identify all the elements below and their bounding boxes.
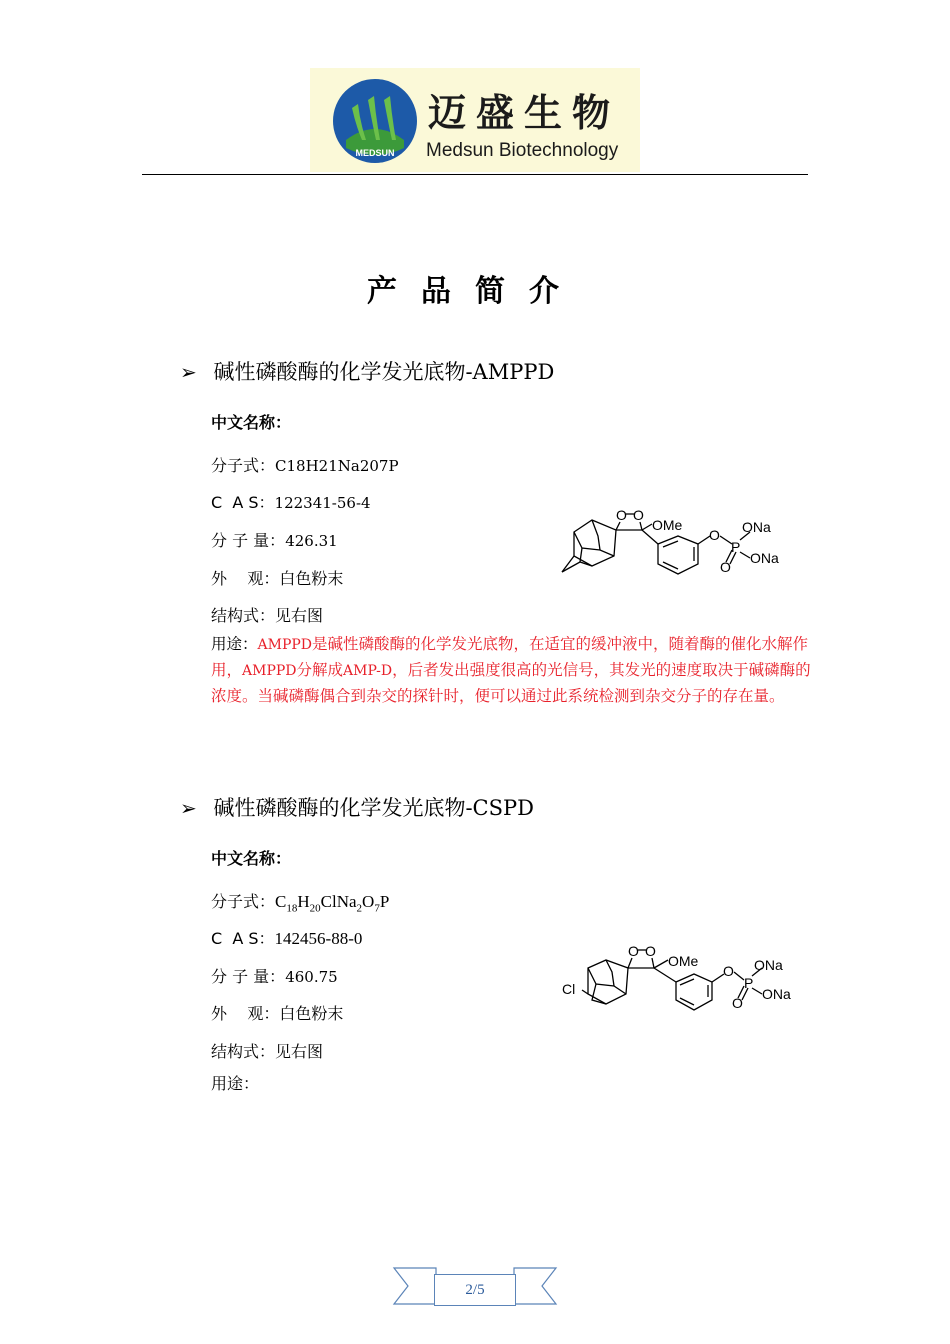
page-title: 产品简介 (367, 274, 583, 309)
usage-text-run: AMPPD (257, 637, 313, 653)
mw-label: 分 子 量： (211, 531, 286, 550)
logo-emblem (332, 78, 418, 164)
cas-value: 122341-56-4 (274, 494, 371, 512)
page-number: 2/5 (434, 1274, 516, 1306)
company-name-cn: 迈盛生物 (428, 90, 621, 135)
logo-badge-text: MEDSUN (355, 148, 395, 158)
formula-value: C18H21Na207P (275, 457, 399, 475)
usage-label: 用途： (211, 1074, 260, 1093)
amppd-structure-diagram (560, 500, 790, 592)
appearance-label: 外 观： (211, 1004, 280, 1023)
appearance-row (211, 566, 343, 589)
mw-label: 分 子 量： (211, 967, 286, 986)
company-logo (310, 68, 640, 172)
appearance-value: 白色粉末 (279, 569, 344, 588)
atom-o: O (720, 559, 731, 575)
usage-text-run: AMPPD (242, 663, 297, 679)
cas-label: C A S： (211, 493, 275, 512)
section-heading-cspd (180, 792, 534, 822)
usage-text-run: ，后者发出强度很高的光信号，其发光的速度取决于碱磷酶的浓度。当碱磷酶偶合到杂交的探针时，便可以通过此系统检测到杂交分子的存在量。 (211, 661, 811, 705)
section-heading-amppd (180, 356, 554, 386)
structure-label: 结构式： (211, 606, 276, 625)
usage-text-run: 分解成 (296, 661, 344, 679)
mw-value: 426.31 (285, 532, 338, 550)
formula-row (211, 889, 389, 914)
company-name-en: Medsun Biotechnology (426, 140, 619, 161)
formula-value: $C_{18}H_{20}ClNa_2O_7P$ (275, 892, 390, 915)
atom-o: O (723, 963, 734, 979)
mw-row (211, 528, 338, 551)
atom-o: O (633, 507, 644, 523)
mw-row (211, 964, 338, 987)
usage-text (211, 635, 811, 705)
formula-row (211, 453, 399, 476)
usage-text-run: AMP-D (343, 663, 393, 679)
structure-label: 结构式： (211, 1042, 276, 1061)
appearance-row (211, 1001, 343, 1024)
usage-text-run: 是碱性磷酸酶的化学发光底物，在适宜的缓冲液中，随着酶的催化水解作用， (211, 635, 809, 679)
usage-label: 用途： (211, 635, 258, 653)
atom-p: P (744, 975, 754, 991)
atom-ona: ONa (750, 550, 779, 566)
atom-cl: Cl (562, 981, 576, 997)
atom-ome: OMe (668, 953, 699, 969)
formula-label: 分子式： (211, 456, 276, 475)
arrow-bullet-icon: ➢ (180, 360, 197, 384)
usage-paragraph (211, 632, 811, 709)
appearance-value: 白色粉末 (279, 1004, 344, 1023)
cas-row (211, 490, 371, 513)
atom-o: O (709, 527, 720, 543)
atom-ona: ONa (762, 986, 791, 1002)
atom-o: O (645, 943, 656, 959)
cspd-structure-diagram (560, 938, 800, 1020)
cas-row (211, 926, 362, 949)
structure-row (211, 1039, 323, 1062)
structure-value: 见右图 (275, 606, 324, 625)
section-title: 碱性磷酸酶的化学发光底物-CSPD (213, 796, 534, 820)
atom-p: P (731, 539, 741, 555)
formula-label: 分子式： (211, 892, 276, 911)
cas-value: 142456-88-0 (274, 929, 363, 948)
arrow-bullet-icon: ➢ (180, 796, 197, 820)
appearance-label: 外 观： (211, 569, 280, 588)
cn-name-label: 中文名称： (211, 413, 292, 432)
atom-ome: OMe (652, 517, 683, 533)
atom-o: O (732, 995, 743, 1011)
header-divider (142, 174, 808, 175)
atom-ona: ONa (742, 519, 771, 535)
cn-name-label: 中文名称： (211, 849, 292, 868)
atom-ona: ONa (754, 957, 783, 973)
structure-row (211, 603, 323, 626)
mw-value: 460.75 (285, 968, 338, 986)
section-title: 碱性磷酸酶的化学发光底物-AMPPD (213, 360, 555, 384)
cas-label: C A S： (211, 929, 275, 948)
structure-value: 见右图 (275, 1042, 324, 1061)
atom-o: O (628, 943, 639, 959)
atom-o: O (616, 507, 627, 523)
